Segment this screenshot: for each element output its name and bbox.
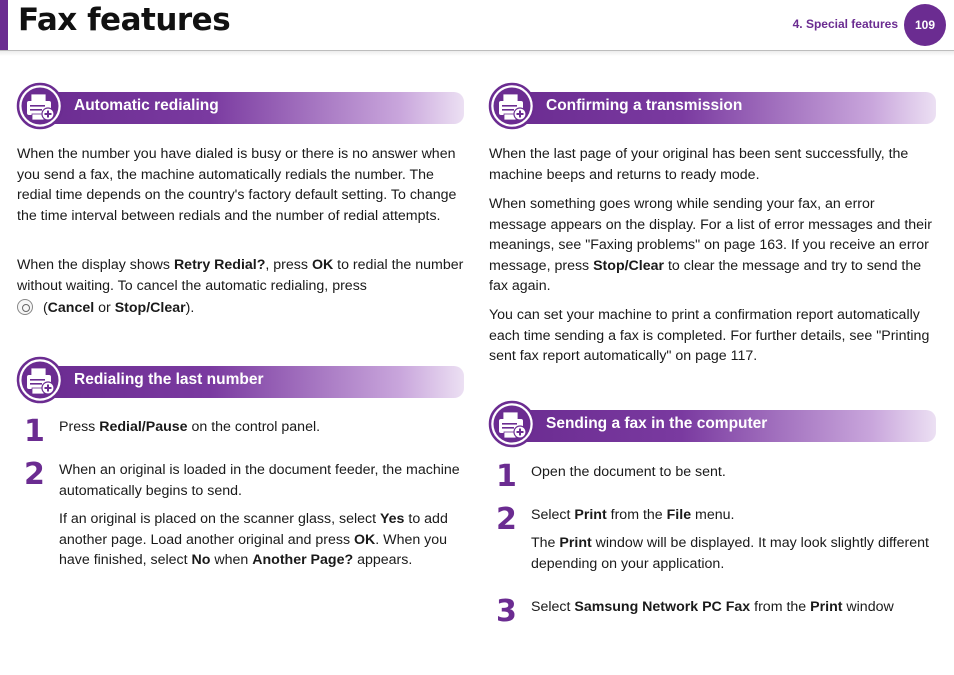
section-title: Redialing the last number <box>74 371 264 388</box>
step-sub-text <box>531 533 935 574</box>
step-number: 2 <box>24 457 45 492</box>
text: window <box>842 599 894 615</box>
text: Press <box>59 419 100 435</box>
text: The <box>531 535 560 551</box>
text: Select <box>531 599 575 615</box>
text: from the <box>606 507 667 523</box>
confirm-paragraph-1: When the last page of your original has been sent successfully, the machine beeps and returns to ready mode. <box>489 146 909 183</box>
text: When the display shows <box>17 257 174 273</box>
text: . When you have finished, select <box>59 531 448 568</box>
text: window will be displayed. It may look slightly different depending on your application. <box>531 535 929 572</box>
text: menu. <box>691 507 735 523</box>
retry-redial-label: Retry Redial? <box>173 257 266 273</box>
redial-pause-label: Redial/Pause <box>99 419 188 435</box>
text: to add another page. Load another original and press <box>59 511 448 548</box>
confirm-paragraph-3: You can set your machine to print a confirmation report automatically each time sending a fax is completed. For further details, see "Printing sent fax report automatically" on page 117. <box>489 307 930 364</box>
print-label: Print <box>810 599 843 615</box>
section-title: Sending a fax in the computer <box>546 415 768 432</box>
section-header-confirming-transmission <box>488 82 936 130</box>
stop-clear-button-icon <box>17 299 33 315</box>
another-page-label: Another Page? <box>252 552 354 568</box>
step-number: 3 <box>496 594 517 629</box>
step-text <box>531 505 935 526</box>
yes-label: Yes <box>379 511 405 527</box>
step-sub-text <box>59 509 464 571</box>
auto-redial-paragraph-2 <box>17 255 464 319</box>
auto-redial-paragraph-1: When the number you have dialed is busy or there is no answer when you send a fax, the machine automatically redials the number. The redial time depends on the country's factory default setting. To change the time interval between redials and the number of redial attempts. <box>17 146 457 224</box>
fax-machine-icon <box>16 82 64 130</box>
text: from the <box>750 599 811 615</box>
section-title: Automatic redialing <box>74 97 219 114</box>
page-number-badge: 109 <box>904 4 946 46</box>
text: when <box>210 552 253 568</box>
header-divider <box>0 50 954 56</box>
text: Select <box>531 507 575 523</box>
cancel-label: Cancel <box>47 300 95 316</box>
confirm-paragraph-2 <box>489 194 935 297</box>
text: , press <box>265 257 312 273</box>
step-text: Open the document to be sent. <box>531 464 726 480</box>
text: or <box>94 300 115 316</box>
text: on the control panel. <box>187 419 321 435</box>
text: to redial the number without waiting. To cancel the automatic redialing, press <box>17 257 464 294</box>
section-header-sending-fax-computer <box>488 400 936 448</box>
text: If an original is placed on the scanner glass, select <box>59 511 380 527</box>
text: appears. <box>353 552 413 568</box>
text: ( <box>39 300 48 316</box>
header-accent-bar <box>0 0 8 52</box>
print-label: Print <box>574 507 607 523</box>
samsung-network-pc-fax-label: Samsung Network PC Fax <box>574 599 751 615</box>
no-label: No <box>191 552 211 568</box>
ok-label: OK <box>311 257 334 273</box>
text: ). <box>185 300 195 316</box>
fax-machine-icon <box>488 400 536 448</box>
section-header-automatic-redialing <box>16 82 464 130</box>
section-header-redialing-last-number <box>16 356 464 404</box>
fax-machine-icon <box>16 356 64 404</box>
section-title: Confirming a transmission <box>546 97 743 114</box>
file-label: File <box>666 507 692 523</box>
text: to clear the message and try to send the fax again. <box>489 257 922 294</box>
stop-clear-label: Stop/Clear <box>114 300 186 316</box>
step-number: 1 <box>24 414 45 449</box>
step-text <box>59 417 464 438</box>
fax-machine-icon <box>488 82 536 130</box>
ok-label: OK <box>354 531 376 548</box>
print-label: Print <box>559 535 592 551</box>
text: When something goes wrong while sending your fax, an error message appears on the display. For a list of error messages and their meanings, see "Faxing problems" on page 163. If you receive an error message, press <box>489 196 932 274</box>
stop-clear-label: Stop/Clear <box>593 257 665 274</box>
step-text <box>531 597 935 618</box>
step-number: 1 <box>496 459 517 494</box>
page-title: Fax features <box>18 2 231 38</box>
step-text: When an original is loaded in the document feeder, the machine automatically begins to send. <box>59 462 460 499</box>
step-number: 2 <box>496 502 517 537</box>
chapter-label: 4. Special features <box>792 17 898 31</box>
